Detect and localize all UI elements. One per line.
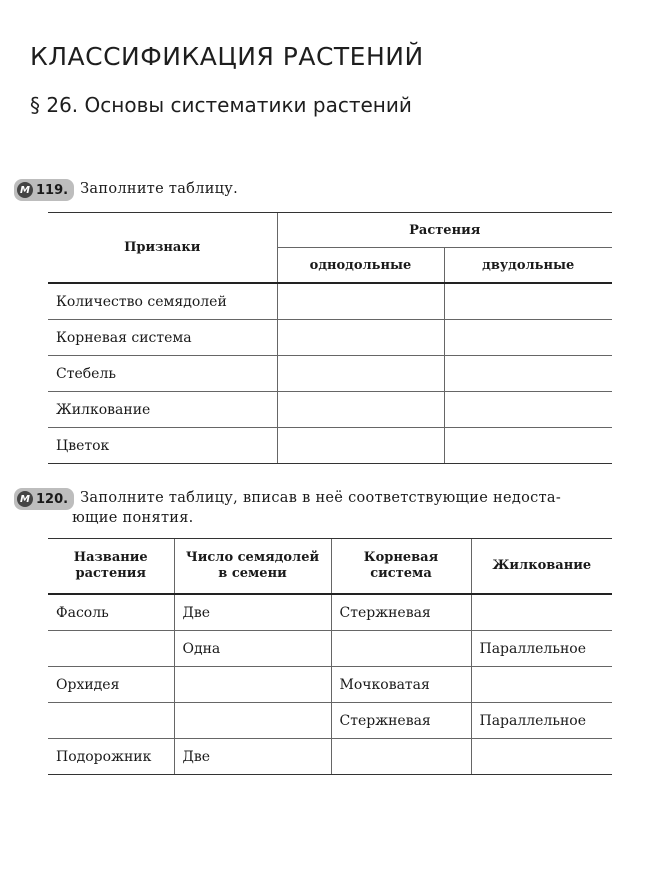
cell-root[interactable] — [331, 739, 471, 775]
row-label: Корневая система — [48, 320, 277, 356]
header-venation: Жилкование — [471, 539, 612, 595]
task-119 — [14, 179, 238, 201]
answer-cell[interactable] — [277, 283, 444, 320]
cell-root: Мочковатая — [331, 667, 471, 703]
table-row — [48, 594, 612, 631]
task-120-text-line1: Заполните таблицу, вписав в неё соответствующие недоста- — [80, 490, 562, 506]
cell-seeds[interactable] — [174, 667, 331, 703]
table-row — [48, 283, 612, 320]
row-label: Количество семядолей — [48, 283, 277, 320]
answer-cell[interactable] — [444, 320, 612, 356]
header-root-system-l1: Корневая — [363, 550, 439, 565]
cell-name: Подорожник — [48, 739, 174, 775]
cell-veins: Параллельное — [471, 703, 612, 739]
cell-seeds[interactable] — [174, 703, 331, 739]
table-row — [48, 320, 612, 356]
answer-cell[interactable] — [277, 356, 444, 392]
task-120-number: 120. — [36, 491, 69, 507]
header-plant-name — [48, 539, 174, 595]
chapter-title: КЛАССИФИКАЦИЯ РАСТЕНИЙ — [30, 42, 424, 71]
method-icon: М — [17, 491, 33, 507]
header-root-system — [331, 539, 471, 595]
table-120 — [48, 538, 612, 775]
header-monocots: однодольные — [277, 248, 444, 284]
cell-seeds: Две — [174, 594, 331, 631]
cell-name[interactable] — [48, 703, 174, 739]
answer-cell[interactable] — [444, 356, 612, 392]
cell-veins[interactable] — [471, 739, 612, 775]
header-seed-leaves — [174, 539, 331, 595]
table-row — [48, 703, 612, 739]
task-120 — [14, 488, 561, 528]
header-dicots: двудольные — [444, 248, 612, 284]
header-plants: Растения — [277, 213, 612, 248]
method-icon: М — [17, 182, 33, 198]
cell-veins[interactable] — [471, 667, 612, 703]
table-row — [48, 356, 612, 392]
cell-root: Стержневая — [331, 594, 471, 631]
row-label: Цветок — [48, 428, 277, 464]
header-plant-name-l1: Название — [73, 550, 148, 565]
answer-cell[interactable] — [277, 392, 444, 428]
table-row — [48, 631, 612, 667]
answer-cell[interactable] — [444, 392, 612, 428]
cell-veins[interactable] — [471, 594, 612, 631]
answer-cell[interactable] — [277, 428, 444, 464]
header-root-system-l2: система — [370, 566, 432, 581]
header-plant-name-l2: растения — [75, 566, 147, 581]
cell-name: Орхидея — [48, 667, 174, 703]
task-120-text-line2: ющие понятия. — [72, 510, 194, 526]
cell-veins: Параллельное — [471, 631, 612, 667]
cell-seeds: Две — [174, 739, 331, 775]
row-label: Жилкование — [48, 392, 277, 428]
cell-root[interactable] — [331, 631, 471, 667]
answer-cell[interactable] — [277, 320, 444, 356]
cell-root: Стержневая — [331, 703, 471, 739]
section-title: § 26. Основы систематики растений — [30, 93, 412, 117]
header-features: Признаки — [48, 213, 277, 284]
table-row — [48, 667, 612, 703]
cell-seeds: Одна — [174, 631, 331, 667]
table-row — [48, 392, 612, 428]
task-119-number: 119. — [36, 182, 69, 198]
row-label: Стебель — [48, 356, 277, 392]
header-seed-leaves-l1: Число семядолей — [185, 550, 320, 565]
task-119-text: Заполните таблицу. — [80, 181, 239, 197]
table-119 — [48, 212, 612, 464]
cell-name: Фасоль — [48, 594, 174, 631]
answer-cell[interactable] — [444, 283, 612, 320]
task-119-badge — [14, 179, 74, 201]
task-120-badge — [14, 488, 74, 510]
answer-cell[interactable] — [444, 428, 612, 464]
table-row — [48, 428, 612, 464]
task-120-text — [72, 488, 562, 528]
header-seed-leaves-l2: в семени — [218, 566, 287, 581]
cell-name[interactable] — [48, 631, 174, 667]
table-row — [48, 739, 612, 775]
